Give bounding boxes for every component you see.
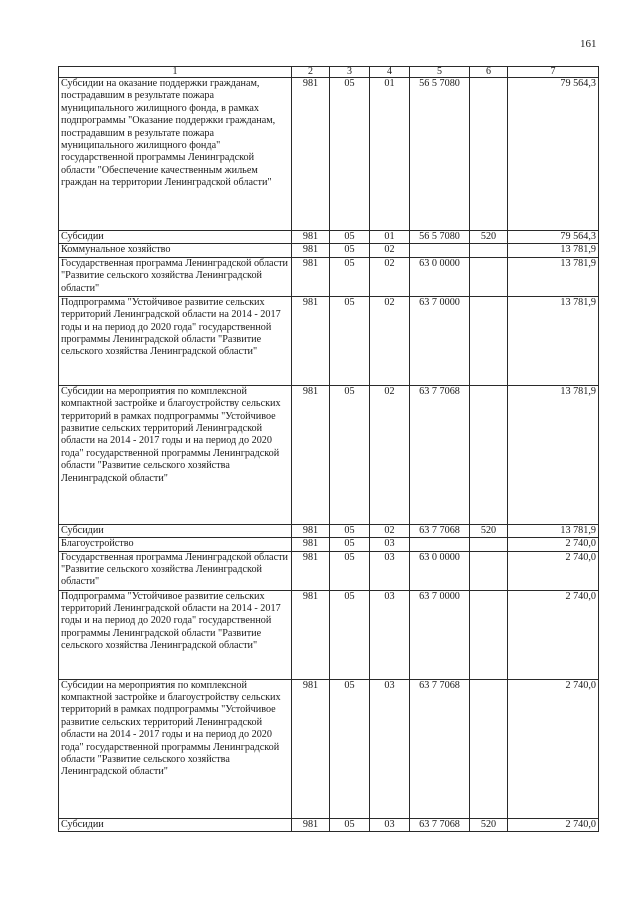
table-row (59, 538, 599, 551)
item-name-cell: Государственная программа Ленинградской области "Развитие сельского хозяйства Ленинградской области" (59, 551, 292, 590)
subsection-code-cell: 01 (370, 231, 410, 244)
amount-cell: 2 740,0 (508, 538, 599, 551)
grbs-code-cell: 981 (292, 296, 330, 385)
subsection-code-cell: 01 (370, 78, 410, 231)
target-article-cell: 63 7 0000 (410, 590, 470, 679)
amount-cell: 13 781,9 (508, 385, 599, 524)
item-name-cell: Субсидии на мероприятия по комплексной компактной застройке и благоустройству сельских территорий в рамках подпрограммы "Устойчивое развитие сельских территорий Ленинградской области на 2014 - 2017 годы и на период до 2020 года" государственной программы Ленинградской области "Развитие сельского хозяйства Ленинградской области" (59, 679, 292, 818)
section-code-cell: 05 (330, 244, 370, 257)
section-code-cell: 05 (330, 257, 370, 296)
subsection-code-cell: 02 (370, 524, 410, 537)
target-article-cell: 63 7 7068 (410, 385, 470, 524)
amount-cell: 13 781,9 (508, 244, 599, 257)
grbs-code-cell: 981 (292, 231, 330, 244)
table-row (59, 524, 599, 537)
table-row (59, 296, 599, 385)
subsection-code-cell: 03 (370, 679, 410, 818)
subsection-code-cell: 02 (370, 244, 410, 257)
amount-cell: 79 564,3 (508, 231, 599, 244)
subsection-code-cell: 02 (370, 296, 410, 385)
expense-type-cell: 520 (470, 231, 508, 244)
grbs-code-cell: 981 (292, 78, 330, 231)
amount-cell: 79 564,3 (508, 78, 599, 231)
grbs-code-cell: 981 (292, 551, 330, 590)
budget-table (58, 66, 599, 832)
section-code-cell: 05 (330, 231, 370, 244)
amount-cell: 2 740,0 (508, 818, 599, 831)
amount-cell: 13 781,9 (508, 296, 599, 385)
amount-cell: 13 781,9 (508, 524, 599, 537)
target-article-cell: 63 0 0000 (410, 551, 470, 590)
item-name-cell: Субсидии (59, 231, 292, 244)
expense-type-cell (470, 78, 508, 231)
subsection-code-cell: 02 (370, 385, 410, 524)
item-name-cell: Подпрограмма "Устойчивое развитие сельских территорий Ленинградской области на 2014 - 2017 годы и на период до 2020 года" государственной программы Ленинградской области "Развитие сельского хозяйства Ленинградской области" (59, 590, 292, 679)
table-row (59, 818, 599, 831)
section-code-cell: 05 (330, 551, 370, 590)
table-row (59, 257, 599, 296)
target-article-cell: 63 7 7068 (410, 679, 470, 818)
target-article-cell: 63 7 7068 (410, 818, 470, 831)
expense-type-cell (470, 538, 508, 551)
header-cell: 1 (59, 67, 292, 78)
item-name-cell: Государственная программа Ленинградской области "Развитие сельского хозяйства Ленинградской области" (59, 257, 292, 296)
item-name-cell: Субсидии (59, 818, 292, 831)
amount-cell: 2 740,0 (508, 679, 599, 818)
grbs-code-cell: 981 (292, 257, 330, 296)
amount-cell: 2 740,0 (508, 590, 599, 679)
section-code-cell: 05 (330, 78, 370, 231)
table-row (59, 551, 599, 590)
grbs-code-cell: 981 (292, 590, 330, 679)
header-cell: 5 (410, 67, 470, 78)
expense-type-cell (470, 257, 508, 296)
section-code-cell: 05 (330, 296, 370, 385)
item-name-cell: Коммунальное хозяйство (59, 244, 292, 257)
item-name-cell: Субсидии на мероприятия по комплексной компактной застройке и благоустройству сельских территорий в рамках подпрограммы "Устойчивое развитие сельских территорий Ленинградской области на 2014 - 2017 годы и на период до 2020 года" государственной программы Ленинградской области "Развитие сельского хозяйства Ленинградской области" (59, 385, 292, 524)
table-row (59, 679, 599, 818)
subsection-code-cell: 03 (370, 538, 410, 551)
target-article-cell: 63 7 0000 (410, 296, 470, 385)
header-cell: 4 (370, 67, 410, 78)
table-row (59, 385, 599, 524)
expense-type-cell (470, 590, 508, 679)
section-code-cell: 05 (330, 385, 370, 524)
table-row (59, 590, 599, 679)
grbs-code-cell: 981 (292, 385, 330, 524)
table-row (59, 78, 599, 231)
expense-type-cell (470, 244, 508, 257)
subsection-code-cell: 03 (370, 590, 410, 679)
item-name-cell: Благоустройство (59, 538, 292, 551)
header-cell: 7 (508, 67, 599, 78)
subsection-code-cell: 02 (370, 257, 410, 296)
section-code-cell: 05 (330, 590, 370, 679)
expense-type-cell: 520 (470, 524, 508, 537)
grbs-code-cell: 981 (292, 818, 330, 831)
grbs-code-cell: 981 (292, 679, 330, 818)
table-row (59, 244, 599, 257)
grbs-code-cell: 981 (292, 538, 330, 551)
grbs-code-cell: 981 (292, 244, 330, 257)
item-name-cell: Субсидии на оказание поддержки гражданам, пострадавшим в результате пожара муниципального жилищного фонда, в рамках подпрограммы "Оказание поддержки гражданам, пострадавшим в результате пожара муниципального жилищного фонда" государственной программы Ленинградской области "Обеспечение качественным жильем граждан на территории Ленинградской области" (59, 78, 292, 231)
expense-type-cell (470, 679, 508, 818)
target-article-cell: 56 5 7080 (410, 78, 470, 231)
table-row (59, 231, 599, 244)
subsection-code-cell: 03 (370, 818, 410, 831)
expense-type-cell: 520 (470, 818, 508, 831)
section-code-cell: 05 (330, 818, 370, 831)
target-article-cell (410, 538, 470, 551)
section-code-cell: 05 (330, 679, 370, 818)
header-cell: 3 (330, 67, 370, 78)
expense-type-cell (470, 296, 508, 385)
expense-type-cell (470, 551, 508, 590)
amount-cell: 13 781,9 (508, 257, 599, 296)
amount-cell: 2 740,0 (508, 551, 599, 590)
target-article-cell: 63 7 7068 (410, 524, 470, 537)
table-header-row (59, 67, 599, 78)
section-code-cell: 05 (330, 524, 370, 537)
header-cell: 2 (292, 67, 330, 78)
item-name-cell: Субсидии (59, 524, 292, 537)
page-number: 161 (580, 38, 597, 50)
subsection-code-cell: 03 (370, 551, 410, 590)
target-article-cell (410, 244, 470, 257)
grbs-code-cell: 981 (292, 524, 330, 537)
target-article-cell: 63 0 0000 (410, 257, 470, 296)
item-name-cell: Подпрограмма "Устойчивое развитие сельских территорий Ленинградской области на 2014 - 2017 годы и на период до 2020 года" государственной программы Ленинградской области "Развитие сельского хозяйства Ленинградской области" (59, 296, 292, 385)
expense-type-cell (470, 385, 508, 524)
section-code-cell: 05 (330, 538, 370, 551)
target-article-cell: 56 5 7080 (410, 231, 470, 244)
header-cell: 6 (470, 67, 508, 78)
